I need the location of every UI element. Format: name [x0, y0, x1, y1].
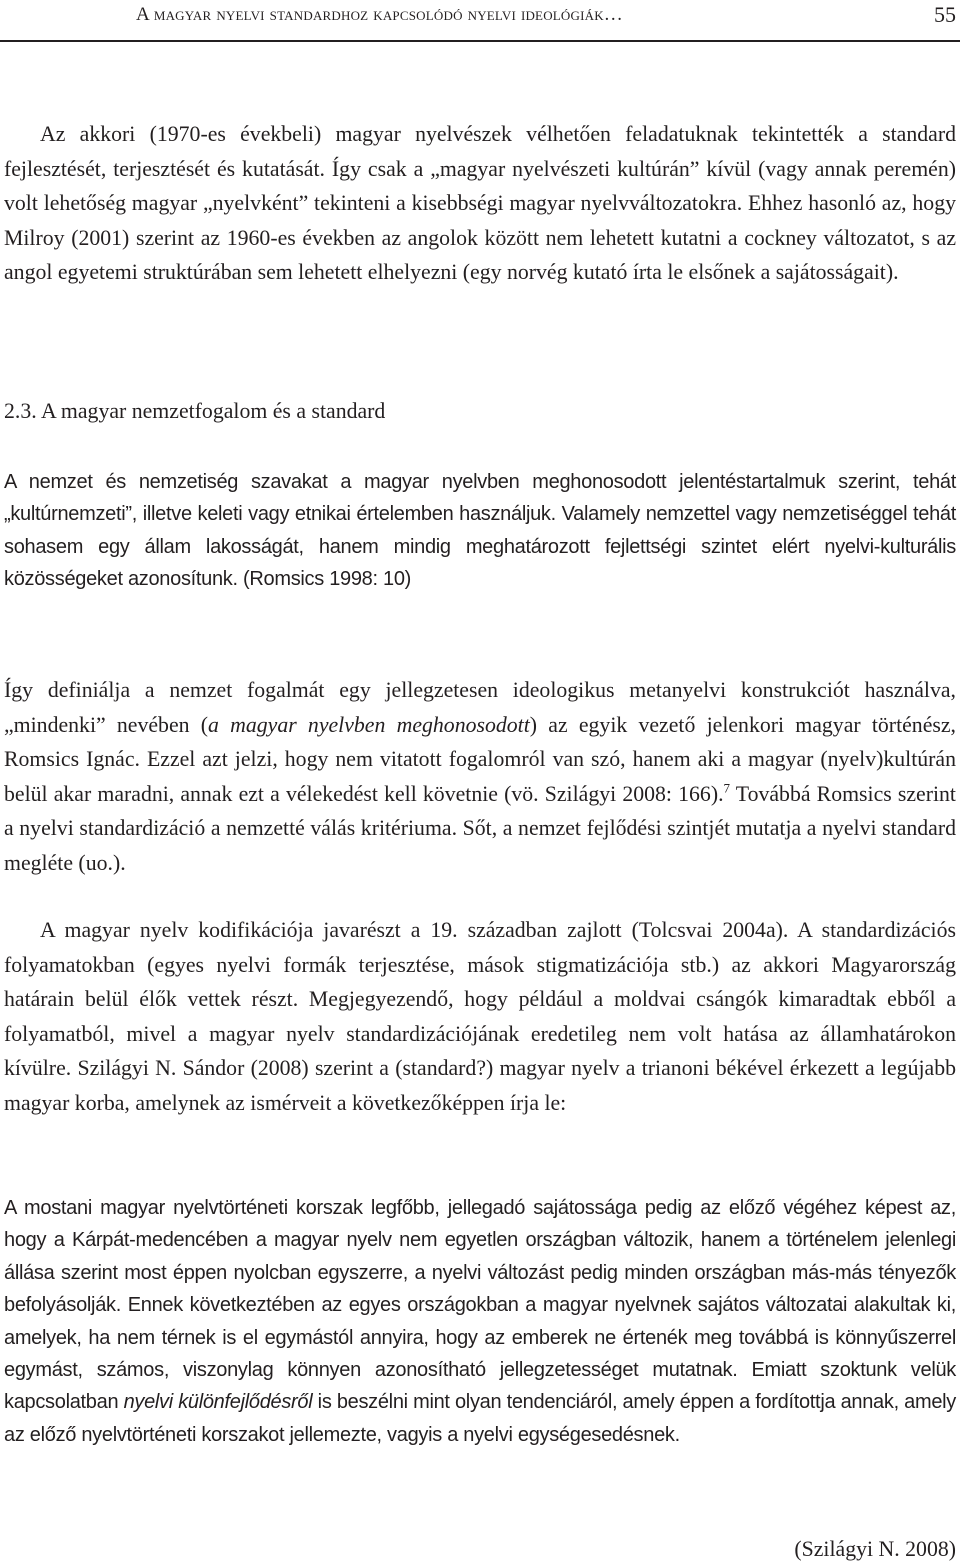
block-quote-szilagyi-part1: A mostani magyar nyelvtörténeti korszak legfőbb, jellegadó sajátossága pedig az előző végéhez képest az, hogy a Kárpát-medencében a magyar nyelv nem egyetlen országban változik, hanem a történelem jelenlegi állása szerint most éppen nyolcban egyszerre, a nyelvi változást pedig minden országban más-más tényezők befolyásolják. Ennek következtében az egyes országokban a magyar nyelvnek sajátos változatai alakultak ki, amelyek, ha nem térnek is el egymástól annyira, hogy az emberek ne értenék meg továbbá is könnyűszerrel egymást, számos, viszonylag könnyen azonosítható jellegzetességet mutatnak. Emiatt szoktunk velük kapcsolatban [4, 1197, 956, 1414]
paragraph-codification [4, 913, 956, 1120]
paragraph-intro-text: Az akkori (1970-es évekbeli) magyar nyelvészek vélhetően feladatuknak tekintették a standard fejlesztését, terjesztését és kutatását. Így csak a „magyar nyelvészeti kultúrán” kívül (vagy annak peremén) volt lehetőség magyar „nyelvként” tekinteni a kisebbségi magyar nyelvváltozatokra. Ehhez hasonló az, hogy Milroy (2001) szerint az 1960-es években az angolok között nem lehetett kutatni a cockney változatot, s az angol egyetemi struktúrában sem lehetett elhelyezni (egy norvég kutató írta le elsőnek a sajátosságait). [4, 122, 956, 284]
page-number: 55 [934, 2, 956, 27]
block-quote-romsics-text: A nemzet és nemzetiség szavakat a magyar nyelvben meghonosodott jelentéstartalmuk szerint, tehát „kultúrnemzeti”, illetve keleti vagy etnikai értelemben használjuk. Valamely nemzettel vagy nemzetiséggel tehát sohasem egy állam lakosságát, hanem mindig meghatározott fejlettségi szintet elért nyelvi-kulturális közösségeket azonosítunk. (Romsics 1998: 10) [4, 471, 956, 591]
block-quote-szilagyi-italic: nyelvi különfejlődésről [123, 1391, 313, 1414]
quote-citation: (Szilágyi N. 2008) [794, 1537, 956, 1561]
running-header [0, 0, 960, 42]
paragraph-definition-italic: a magyar nyelvben meghonosodott [208, 712, 530, 737]
paragraph-definition [4, 673, 956, 880]
section-heading: 2.3. A magyar nemzetfogalom és a standard [4, 399, 386, 423]
paragraph-definition-part3: Továbbá Romsics szerint a nyelvi standardizáció a nemzetté válás kritériuma. Sőt, a nemzet fejlődési szintjét mutatja a nyelvi standard megléte (uo.). [4, 781, 956, 875]
paragraph-definition-part1: Így definiálja a nemzet fogalmát egy jellegzetesen ideologikus metanyelvi konstrukciót használva, „mindenki” nevében ( [4, 678, 956, 737]
block-quote-szilagyi [4, 1192, 956, 1451]
block-quote-romsics [4, 466, 956, 596]
footnote-marker[interactable]: 7 [723, 780, 731, 796]
block-quote-szilagyi-part2: is beszélni mint olyan tendenciáról, amely éppen a fordítottja annak, amely az előző nyelvtörténeti korszakot jellemezte, vagyis a nyelvi egységesedésnek. [4, 1391, 956, 1446]
running-title: A magyar nyelvi standardhoz kapcsolódó nyelvi ideológiák… [136, 4, 624, 25]
paragraph-definition-part2: ) az egyik vezető jelenkori magyar történész, Romsics Ignác. Ezzel azt jelzi, hogy nem vitatott fogalomról van szó, hanem aki a magyar (nyelv)kultúrán belül akar maradni, annak ezt a vélekedést kell követnie (vö. Szilágyi 2008: 166). [4, 712, 956, 806]
paragraph-codification-text: A magyar nyelv kodifikációja javarészt a 19. században zajlott (Tolcsvai 2004a). A standardizációs folyamatokban (egyes nyelvi formák terjesztése, mások stigmatizációja stb.) az akkori Magyarország határain belül élők vettek részt. Megjegyezendő, hogy például a moldvai csángók kimaradtak ebből a folyamatból, mivel a magyar nyelv standardizációjának eredetileg nem volt hatása az államhatárokon kívülre. Szilágyi N. Sándor (2008) szerint a (standard?) magyar nyelv a trianoni békével érkezett a legújabb magyar korba, amelynek az ismérveit a következőképpen írja le: [4, 918, 956, 1115]
paragraph-intro [4, 117, 956, 290]
